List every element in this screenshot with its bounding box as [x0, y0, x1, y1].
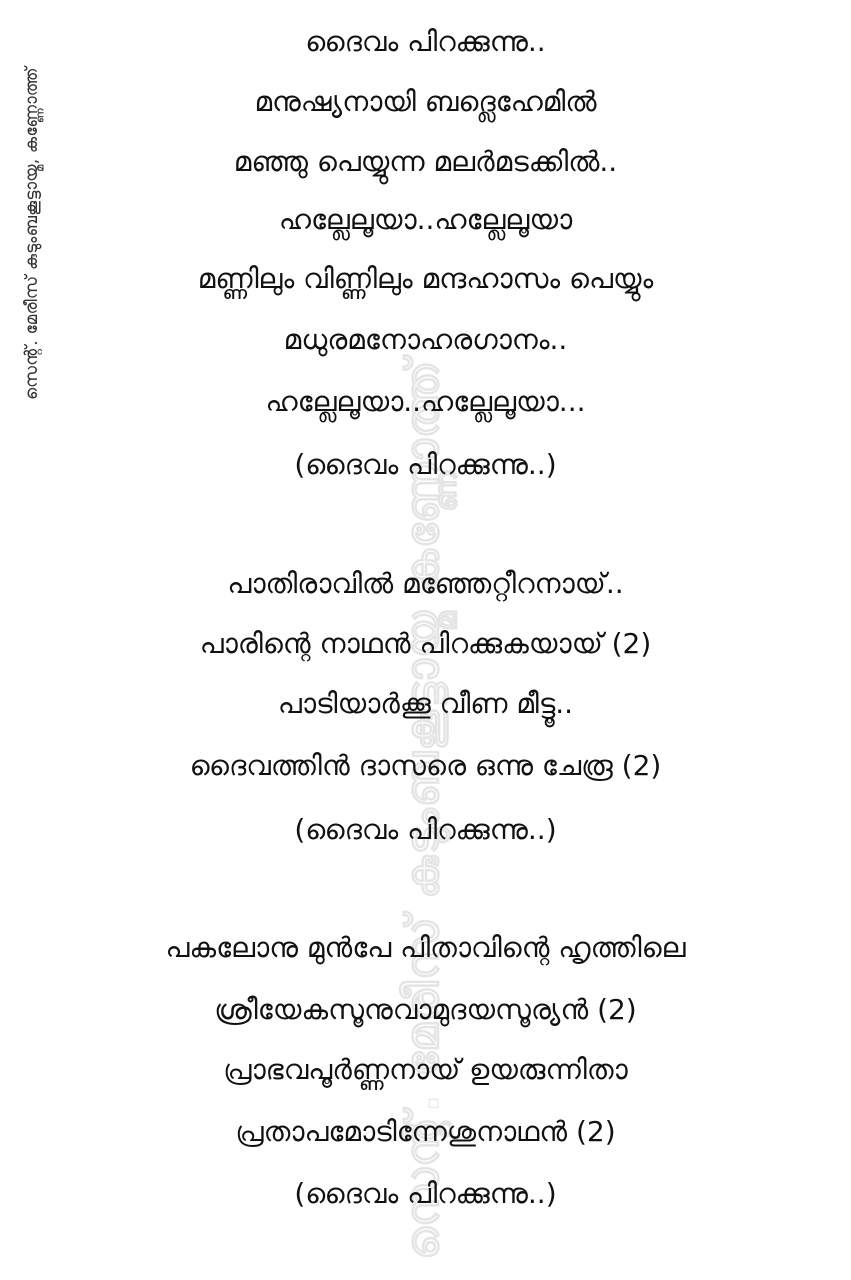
lyric-line: ശ്രീയേകസൂനുവാമുദയസൂര്യൻ (2): [214, 993, 637, 1026]
lyric-line: പാരിന്റെ നാഥൻ പിറക്കുകയായ് (2): [199, 627, 652, 660]
lyric-line: മനുഷ്യനായി ബദ്ലെഹേമിൽ: [254, 85, 597, 118]
lyric-line: (ദൈവം പിറക്കുന്നു..): [294, 1177, 557, 1210]
lyric-line: പാതിരാവിൽ മഞ്ഞേറ്റീറനായ്..: [227, 567, 624, 600]
lyric-line: പ്രാഭവപൂർണ്ണനായ് ഉയരുന്നിതാ: [223, 1053, 628, 1086]
background-watermark: സെന്റ്. മേരീസ് കുടുംബകൂട്ടായ്മ കണ്ണോത്ത്: [395, 359, 449, 1260]
side-credit-text: സെന്റ്. മേരീസ് കുടുംബകൂട്ടായ്മ, കണ്ണോത്ത്: [22, 67, 42, 400]
lyric-line: പ്രതാപമോടിന്നേശുനാഥൻ (2): [235, 1115, 616, 1148]
lyric-line: മണ്ണിലും വിണ്ണിലും മന്ദഹാസം പെയ്യും: [197, 262, 654, 295]
lyric-line: പാടിയാർക്കൂ വീണ മീട്ടൂ..: [277, 687, 574, 720]
lyric-line: ഹല്ലേലൂയാ..ഹല്ലേലൂയാ: [278, 203, 573, 236]
lyric-line: ദൈവം പിറക്കുന്നു..: [305, 25, 546, 58]
lyric-line: മധുരമനോഹരഗാനം..: [283, 323, 568, 356]
lyric-line: പകലോനു മുൻപേ പിതാവിന്റെ ഹൃത്തിലെ: [165, 931, 686, 964]
lyric-line: (ദൈവം പിറക്കുന്നു..): [294, 813, 557, 846]
lyric-line: ഹല്ലേലൂയാ..ഹല്ലേലൂയാ...: [265, 385, 586, 418]
lyric-line: (ദൈവം പിറക്കുന്നു..): [294, 448, 557, 481]
lyric-line: മഞ്ഞു പെയ്യുന്ന മലർമടക്കിൽ..: [233, 145, 618, 178]
lyric-line: ദൈവത്തിൻ ദാസരെ ഒന്നു ചേരൂ (2): [189, 749, 662, 782]
